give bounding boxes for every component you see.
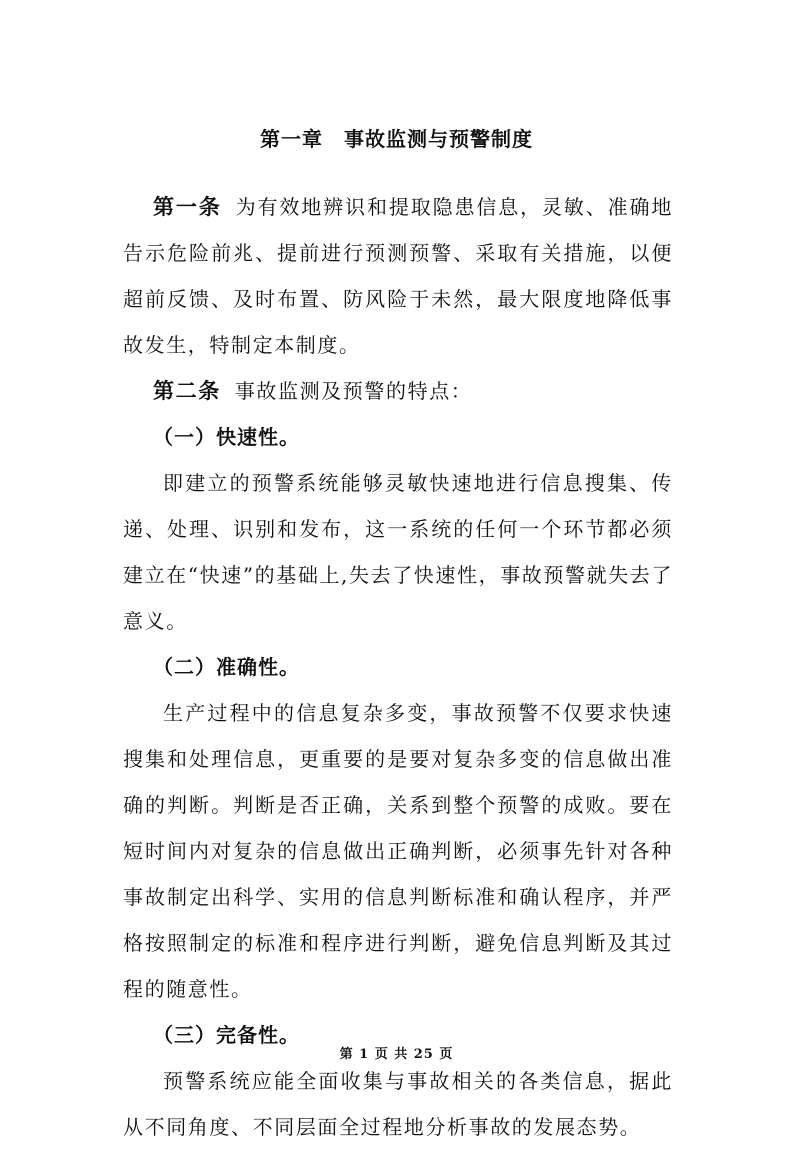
section-1-heading: （一）快速性。 <box>153 425 300 449</box>
section-1-text: 即建立的预警系统能够灵敏快速地进行信息搜集、传递、处理、识别和发布，这一系统的任何一个环节都必须建立在“快速”的基础上,失去了快速性，事故预警就失去了意义。 <box>123 471 674 633</box>
article-2 <box>123 368 673 414</box>
article-2-text: 事故监测及预警的特点： <box>234 379 473 403</box>
document-body <box>123 184 673 1150</box>
section-3-heading: （三）完备性。 <box>153 1023 300 1047</box>
section-2-text: 生产过程中的信息复杂多变，事故预警不仅要求快速搜集和处理信息，更重要的是要对复杂多变的信息做出准确的判断。判断是否正确，关系到整个预警的成败。要在短时间内对复杂的信息做出正确判断，必须事先针对各种事故制定出科学、实用的信息判断标准和确认程序，并严格按照制定的标准和程序进行判断，避免信息判断及其过程的随意性。 <box>123 701 673 1001</box>
article-2-label: 第二条 <box>153 379 221 403</box>
section-2-heading: （二）准确性。 <box>153 655 300 679</box>
chapter-title: 第一章 事故监测与预警制度 <box>260 127 533 151</box>
page-number-footer: 第 1 页 共 25 页 <box>339 1047 454 1062</box>
section-3-text: 预警系统应能全面收集与事故相关的各类信息，据此从不同角度、不同层面全过程地分析事故的发展态势。 <box>123 1069 673 1139</box>
article-1-label: 第一条 <box>153 195 222 219</box>
article-1 <box>123 184 673 368</box>
article-1-text: 为有效地辨识和提取隐患信息，灵敏、准确地告示危险前兆、提前进行预测预警、采取有关措施，以便超前反馈、及时布置、防风险于未然，最大限度地降低事故发生，特制定本制度。 <box>123 195 673 357</box>
